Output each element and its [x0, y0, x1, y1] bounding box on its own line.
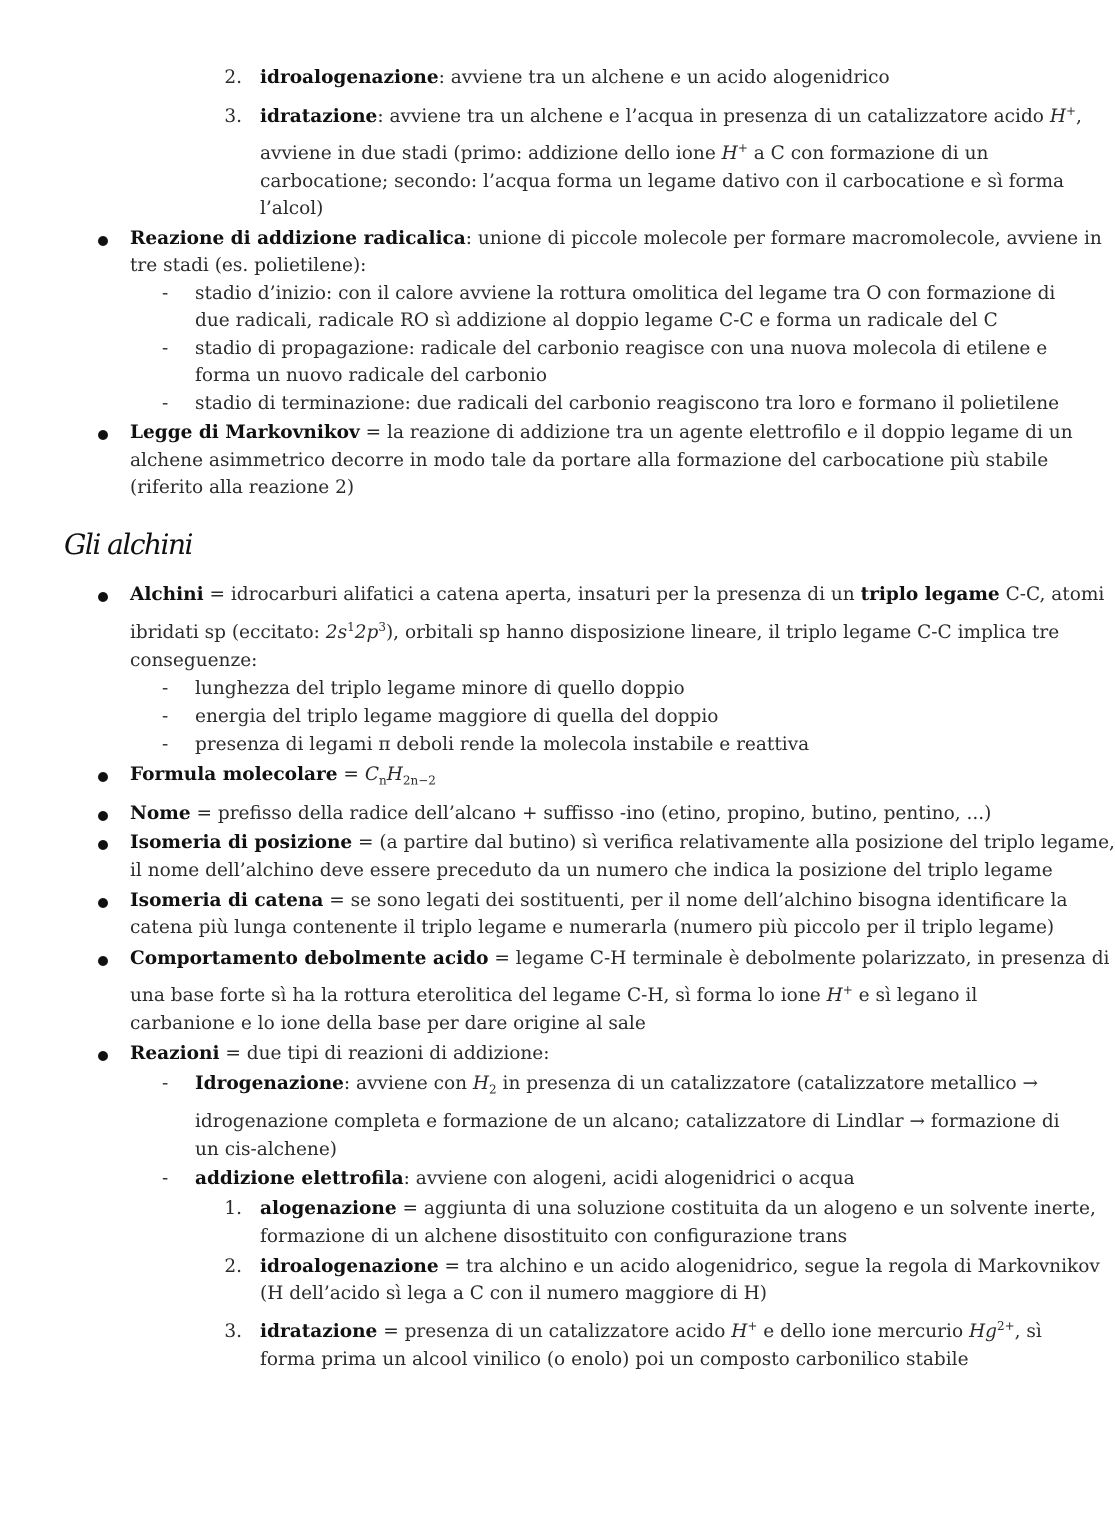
term: Idrogenazione	[195, 1073, 344, 1094]
bullet	[98, 898, 108, 908]
ion-symbol: H	[1049, 106, 1066, 127]
formula-c: C	[364, 764, 379, 785]
text-line	[130, 982, 977, 1010]
orbital-exp: 1	[347, 619, 355, 634]
text-line: formazione di un alchene disostituito con configurazione trans	[260, 1226, 848, 1247]
text: C-C, atomi	[999, 584, 1105, 605]
text: : avviene con alogeni, acidi alogenidrici o acqua	[403, 1168, 855, 1189]
sub-item: stadio di propagazione: radicale del carbonio reagisce con una nuova molecola di etilene e	[195, 338, 1048, 359]
ion-charge: +	[1065, 103, 1077, 118]
text: ), orbitali sp hanno disposizione lineare, il triplo legame C-C implica tre	[385, 622, 1060, 643]
sub-item: energia del triplo legame maggiore di quella del doppio	[195, 706, 719, 727]
bullet	[98, 592, 108, 602]
text: = idrocarburi alifatici a catena aperta, insaturi per la presenza di un	[203, 584, 861, 605]
text: = presenza di un catalizzatore acido	[377, 1321, 732, 1342]
term: idratazione	[260, 1321, 378, 1342]
text-line: un cis-alchene)	[195, 1139, 337, 1160]
text-line	[130, 619, 1059, 647]
bullet-item	[130, 945, 1109, 973]
bullet-item	[130, 829, 1115, 857]
text-line: carbanione e lo ione della base per dare origine al sale	[130, 1013, 646, 1034]
text-line: carbocatione; secondo: l’acqua forma un legame dativo con il carbocatione e sì forma	[260, 171, 1065, 192]
text-line: (H dell’acido sì lega a C con il numero maggiore di H)	[260, 1283, 767, 1304]
dash-marker: -	[162, 283, 169, 304]
term: Reazione di addizione radicalica	[130, 228, 466, 249]
dash-marker: -	[162, 678, 169, 699]
text: = se sono legati dei sostituenti, per il nome dell’alchino bisogna identificare la	[323, 890, 1068, 911]
text-line: alchene asimmetrico decorre in modo tale da portare alla formazione del carbocatione più stabile	[130, 450, 1049, 471]
sub-item: stadio d’inizio: con il calore avviene la rottura omolitica del legame tra O con formazione di	[195, 283, 1056, 304]
text: e dello ione mercurio	[757, 1321, 969, 1342]
bullet-item	[130, 419, 1073, 447]
list-item	[260, 1318, 1042, 1346]
text: : unione di piccole molecole per formare macromolecole, avviene in	[465, 228, 1102, 249]
text: in presenza di un catalizzatore (catalizzatore metallico →	[496, 1073, 1038, 1094]
ion-symbol: H	[826, 985, 843, 1006]
text-line: tre stadi (es. polietilene):	[130, 255, 367, 276]
text: una base forte sì ha la rottura eterolitica del legame C-H, sì forma lo ione	[130, 985, 827, 1006]
sub-item	[195, 1165, 855, 1193]
bullet	[98, 1051, 108, 1061]
sub-item: stadio di terminazione: due radicali del carbonio reagiscono tra loro e formano il polietilene	[195, 393, 1060, 414]
ion-charge: 2+	[996, 1318, 1015, 1333]
text: =	[337, 764, 365, 785]
sub-item: lunghezza del triplo legame minore di quello doppio	[195, 678, 685, 699]
term: Isomeria di catena	[130, 890, 324, 911]
text: = legame C-H terminale è debolmente polarizzato, in presenza di	[488, 948, 1110, 969]
text: = tra alchino e un acido alogenidrico, segue la regola di Markovnikov	[438, 1256, 1100, 1277]
sub-item	[195, 1070, 1038, 1098]
dash-marker: -	[162, 1168, 169, 1189]
bullet	[98, 772, 108, 782]
text-line: il nome dell’alchino deve essere preceduto da un numero che indica la posizione del triplo legame	[130, 860, 1053, 881]
term: Reazioni	[130, 1043, 220, 1064]
text-line: idrogenazione completa e formazione de un alcano; catalizzatore di Lindlar → formazione di	[195, 1111, 1060, 1132]
bullet	[98, 430, 108, 440]
text: : avviene tra un alchene e l’acqua in presenza di un catalizzatore acido	[377, 106, 1050, 127]
ion-charge: +	[737, 140, 748, 155]
term: Alchini	[130, 584, 204, 605]
text: avviene in due stadi (primo: addizione dello ione	[260, 143, 722, 164]
term: idratazione	[260, 106, 378, 127]
dash-marker: -	[162, 706, 169, 727]
list-number: 3.	[224, 1321, 242, 1342]
term: Nome	[130, 803, 191, 824]
orbital: 2s	[325, 622, 348, 643]
list-item	[260, 1195, 1096, 1223]
ion-symbol: Hg	[968, 1321, 997, 1342]
ion-symbol: H	[731, 1321, 748, 1342]
term: Comportamento debolmente acido	[130, 948, 489, 969]
text-line: catena più lunga contenente il triplo legame e numerarla (numero più piccolo per il triplo legame)	[130, 917, 1055, 938]
text: e sì legano il	[852, 985, 978, 1006]
text-line: l’alcol)	[260, 198, 324, 219]
term: Formula molecolare	[130, 764, 338, 785]
text: = la reazione di addizione tra un agente elettrofilo e il doppio legame di un	[359, 422, 1073, 443]
formula-h: H	[472, 1073, 490, 1094]
text: , sì	[1014, 1321, 1042, 1342]
text-line	[260, 140, 988, 168]
text: = prefisso della radice dell’alcano + suffisso -ino (etino, propino, butino, pentino, ...)	[190, 803, 992, 824]
list-number: 2.	[224, 67, 242, 88]
text: ,	[1076, 106, 1082, 127]
text-line: conseguenze:	[130, 650, 258, 671]
formula-sub: 2	[489, 1082, 497, 1097]
list-item	[260, 64, 890, 92]
list-number: 1.	[224, 1198, 242, 1219]
text: = due tipi di reazioni di addizione:	[219, 1043, 550, 1064]
formula-sub: n	[378, 773, 387, 788]
text: a C con formazione di un	[747, 143, 989, 164]
bullet	[98, 811, 108, 821]
ion-charge: +	[842, 982, 853, 997]
term: alogenazione	[260, 1198, 397, 1219]
dash-marker: -	[162, 338, 169, 359]
bullet-item	[130, 800, 991, 828]
term: Isomeria di posizione	[130, 832, 353, 853]
ion-symbol: H	[721, 143, 738, 164]
bullet	[98, 840, 108, 850]
formula-sub: 2n−2	[402, 773, 436, 788]
text-line: forma prima un alcool vinilico (o enolo) poi un composto carbonilico stabile	[260, 1349, 969, 1370]
orbital: 2p	[354, 622, 379, 643]
bullet-item	[130, 887, 1068, 915]
bullet-item	[130, 761, 436, 789]
text: : avviene tra un alchene e un acido alogenidrico	[438, 67, 890, 88]
section-heading: Gli alchini	[64, 528, 192, 561]
text: : avviene con	[343, 1073, 473, 1094]
bullet-item	[130, 225, 1102, 253]
term: Legge di Markovnikov	[130, 422, 360, 443]
term: idroalogenazione	[260, 67, 439, 88]
list-number: 2.	[224, 1256, 242, 1277]
orbital-exp: 3	[378, 619, 386, 634]
text-line: forma un nuovo radicale del carbonio	[195, 365, 547, 386]
list-item	[260, 1253, 1100, 1281]
dash-marker: -	[162, 734, 169, 755]
list-item	[260, 103, 1082, 131]
bullet-item	[130, 581, 1104, 609]
list-number: 3.	[224, 106, 242, 127]
text-line: due radicali, radicale RO sì addizione al doppio legame C-C e forma un radicale del C	[195, 310, 998, 331]
dash-marker: -	[162, 1073, 169, 1094]
bullet	[98, 956, 108, 966]
text-line: (riferito alla reazione 2)	[130, 477, 355, 498]
ion-charge: +	[747, 1318, 758, 1333]
text: = aggiunta di una soluzione costituita da un alogeno e un solvente inerte,	[396, 1198, 1096, 1219]
bullet-item	[130, 1040, 549, 1068]
term-inline: triplo legame	[860, 584, 1000, 605]
term: addizione elettrofila	[195, 1168, 404, 1189]
formula-h: H	[386, 764, 403, 785]
term: idroalogenazione	[260, 1256, 439, 1277]
dash-marker: -	[162, 393, 169, 414]
bullet	[98, 236, 108, 246]
sub-item: presenza di legami π deboli rende la molecola instabile e reattiva	[195, 734, 810, 755]
text: = (a partire dal butino) sì verifica relativamente alla posizione del triplo legame,	[352, 832, 1115, 853]
text: ibridati sp (eccitato:	[130, 622, 326, 643]
